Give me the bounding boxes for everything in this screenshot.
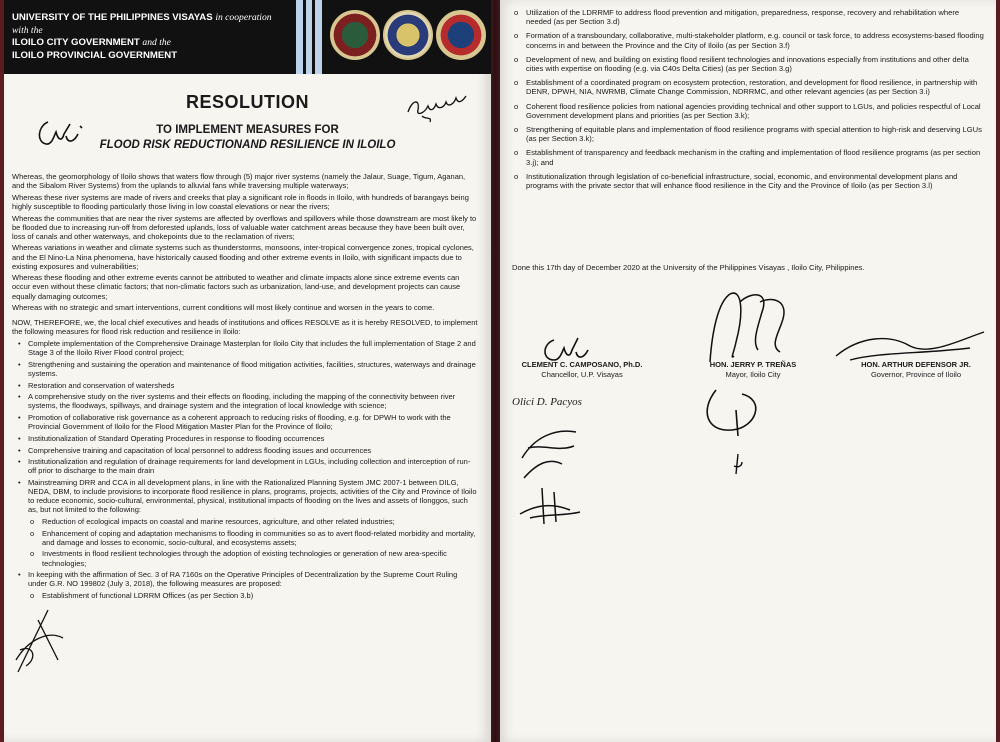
iloilo-city-seal-icon	[383, 10, 433, 60]
proposed-item: o Development of new, and building on existing flood resilient technologies and innovations especially from institutions and other delta cities with expertise on flooding (e.g. via C40s Delta Cities) (as per Section 3.g)	[514, 54, 969, 74]
up-visayas-seal-icon	[330, 10, 380, 60]
proposed-item: o Coherent flood resilience policies from national agencies providing technical and other support to LGUs, and policies respectful of Local Government development plans and priorities (as per Section 3.k);	[514, 101, 981, 120]
blue-stripes	[296, 0, 322, 74]
signatory-mayor	[678, 360, 828, 379]
measure-item: • Institutionalization of Standard Operating Procedures in response to flooding occurrences	[18, 433, 325, 443]
measure-item: • Complete implementation of the Comprehensive Drainage Masterplan for Iloilo City that includes the full implementation of Stage 2 and Stage 3 of the Iloilo River Flood control project;	[18, 339, 476, 358]
page-title: RESOLUTION	[185, 92, 309, 112]
proposed-item: o Establishment of functional LDRRM Offices (as per Section 3.b)	[30, 591, 254, 601]
resolution-page-left	[4, 0, 491, 742]
header-line2: ILOILO CITY GOVERNMENT	[12, 37, 140, 48]
margin-scribble-icon	[8, 600, 78, 680]
measure-item: • Restoration and conservation of watersheds	[18, 380, 175, 390]
header-text	[12, 12, 282, 62]
resolve-clause: NOW, THEREFORE, we, the local chief executives and heads of institutions and offices RESOLVE as it is hereby RESOLVED, to implement the following measures for flood risk reduction and resilience in Iloilo:	[12, 318, 478, 337]
mark-icon	[728, 450, 748, 480]
handwritten-name: Olici D. Pacyos	[512, 396, 582, 408]
whereas-clause: Whereas the communities that are near the river systems are affected by overflows and spillovers while those downstream are most likely to be flooded due to increasing run-off from deforested uplands, loss of valuable water catchment areas because they have been built over, loss of canals and other waterways, and chokepoints due to the reclamation of rivers;	[12, 213, 477, 241]
proposed-item: o Establishment of transparency and feedback mechanism in the crafting and implementation of flood resilience programs (as per section 3.j); and	[514, 148, 981, 167]
signatory-chancellor	[502, 360, 662, 379]
measure-item: • Comprehensive training and capacitation of local personnel to address flooding issues and occurrences	[18, 445, 372, 455]
header-line1-italic: in cooperation with the	[12, 12, 272, 36]
signatory-title: Governor, Province of Iloilo	[870, 369, 962, 379]
whereas-clause: Whereas these river systems are made of rivers and creeks that play a significant role in floods in Iloilo, with hundreds of barangays being highly susceptible to flooding particularly those living in low coastal elevations or near the rivers;	[12, 192, 469, 211]
date-line: Done this 17th day of December 2020 at the University of the Philippines Visayas , Iloilo City, Philippines.	[512, 263, 865, 272]
proposed-item: o Formation of a transboundary, collaborative, multi-stakeholder platform, e.g. council or task force, to address ecosystems-based flooding concerns in and between the Province and the City of Iloilo (as per Section 3.f)	[514, 31, 984, 50]
header-line1: UNIVERSITY OF THE PHILIPPINES VISAYAS	[12, 12, 213, 23]
mainstream-subitem: o Reduction of ecological impacts on coastal and marine resources, agriculture, and other related industries;	[30, 517, 395, 526]
subtitle-line1: TO IMPLEMENT MEASURES FOR	[156, 124, 339, 136]
signatory-name: CLEMENT C. CAMPOSANO, Ph.D.	[521, 360, 643, 369]
signatory-name: HON. JERRY P. TREÑAS	[709, 360, 797, 369]
resolution-page-right	[500, 0, 996, 742]
header-line2-italic: and the	[142, 37, 171, 48]
resolution-body-continued	[512, 8, 986, 195]
measure-item: • A comprehensive study on the river systems and their effects on flooding, including the mapping of the connectivity between river systems, the floodways, spillways, and drainage system and the integration of local knowledge with science;	[18, 392, 456, 411]
signatory-name: HON. ARTHUR DEFENSOR JR.	[861, 360, 971, 369]
signatory-title: Mayor, Iloilo City	[725, 369, 781, 379]
whereas-clause: Whereas, the geomorphology of Iloilo shows that waters flow through (5) major river systems (namely the Jalaur, Suage, Tigum, Aganan, and the Sibalom River Systems) from the uplands to alluvial fans while traversing multiple waterways;	[12, 172, 466, 191]
signatory-governor	[836, 360, 996, 379]
subtitle-line2: FLOOD RISK REDUCTIONAND RESILIENCE IN ILOILO	[99, 139, 396, 151]
mayor-flourish-icon	[696, 380, 776, 440]
measure-item: • Strengthening and sustaining the operation and maintenance of flood mitigation activities, facilities, structures, waterways and drainage systems.	[18, 359, 476, 378]
proposed-item: o Establishment of a coordinated program on ecosystem protection, restoration, and development for flood resilience, in partnership with DENR, DPWH, NIA, NWRMB, Climate Change Commission, NDRRMC, and other relevant agencies (as per Section 3.i)	[514, 78, 978, 97]
proposed-item: o Institutionalization through legislation of co-beneficial infrastructure, social, economic, and environmental development plans and programs with the private sector that will enhance flood resilience in the City and the Province of Iloilo (as per Section 3.l)	[514, 171, 958, 191]
whereas-clause: Whereas these flooding and other extreme events cannot be attributed to weather and climate impacts alone since extreme events can occur even without these climatic factors; that non-climatic factors such as urbanization, land-use, and development projects can cause equally damaging outcomes;	[12, 273, 461, 301]
signatory-title: Chancellor, U.P. Visayas	[541, 369, 623, 379]
measure-item: • Mainstreaming DRR and CCA in all development plans, in line with the Rationalized Planning System JMC 2007-1 between DILG, NEDA, DBM, to include provisions to incorporate flood resilience in plans, programs, projects, activities of the City and Province of Iloilo to reduce economic, socio-cultural, environmental, physical, institutional impacts of flooding on the lives and assets of Ilonggos, such as, but not limited to the following:	[18, 478, 477, 515]
header-line3: ILOILO PROVINCIAL GOVERNMENT	[12, 49, 178, 61]
measure-item: • Promotion of collaborative risk governance as a coherent approach to reducing risks of flooding, e.g. for DPWH to work with the Provincial Government of Iloilo for the Flood Mitigation Master Plan for the Province of Iloilo;	[18, 413, 451, 432]
measure-item: • Institutionalization and regulation of drainage requirements for land development in LGUs, including collection and interception of run-off prior to discharge to the main drain	[18, 457, 471, 476]
measure-item: • In keeping with the affirmation of Sec. 3 of RA 7160s on the Operative Principles of Decentralization by the Supreme Court Ruling under G.R. NO 199802 (July 3, 2018), the following measures are proposed:	[18, 570, 458, 589]
proposed-item: o Strengthening of equitable plans and implementation of flood resilience programs with special attention to high-risk and deserving LGUs (as per Section 3.k);	[514, 125, 982, 144]
mayor-signature-icon	[700, 282, 810, 372]
proposed-item: o Utilization of the LDRRMF to address flood prevention and mitigation, preparedness, response, recovery and rehabilitation where needed (as per Section 3.d)	[514, 8, 960, 27]
whereas-clause: Whereas variations in weather and climate systems such as thunderstorms, monsoons, inter-tropical convergence zones, tropical cyclones, and the El Nino-La Nina phenomena, have historically caused flooding and other extreme events in Iloilo, with significant impacts due to existing exposures and vulnerabilities;	[12, 243, 474, 271]
mainstream-subitem: o Investments in flood resilient technologies through the adoption of existing technologies or generation of new area-specific technologies;	[30, 549, 447, 568]
witness-signatures-icon	[514, 418, 594, 528]
mainstream-subitem: o Enhancement of coping and adaptation mechanisms to flooding in communities so as to avert flood-related morbidity and mortality, and damage and losses to economic, socio-cultural, and ecosystems assets;	[30, 528, 476, 547]
resolution-body	[12, 172, 478, 603]
whereas-clause: Whereas with no strategic and smart interventions, current conditions will most likely continue and worsen in the years to come.	[12, 303, 435, 313]
header-banner	[4, 0, 491, 74]
iloilo-province-seal-icon	[436, 10, 486, 60]
